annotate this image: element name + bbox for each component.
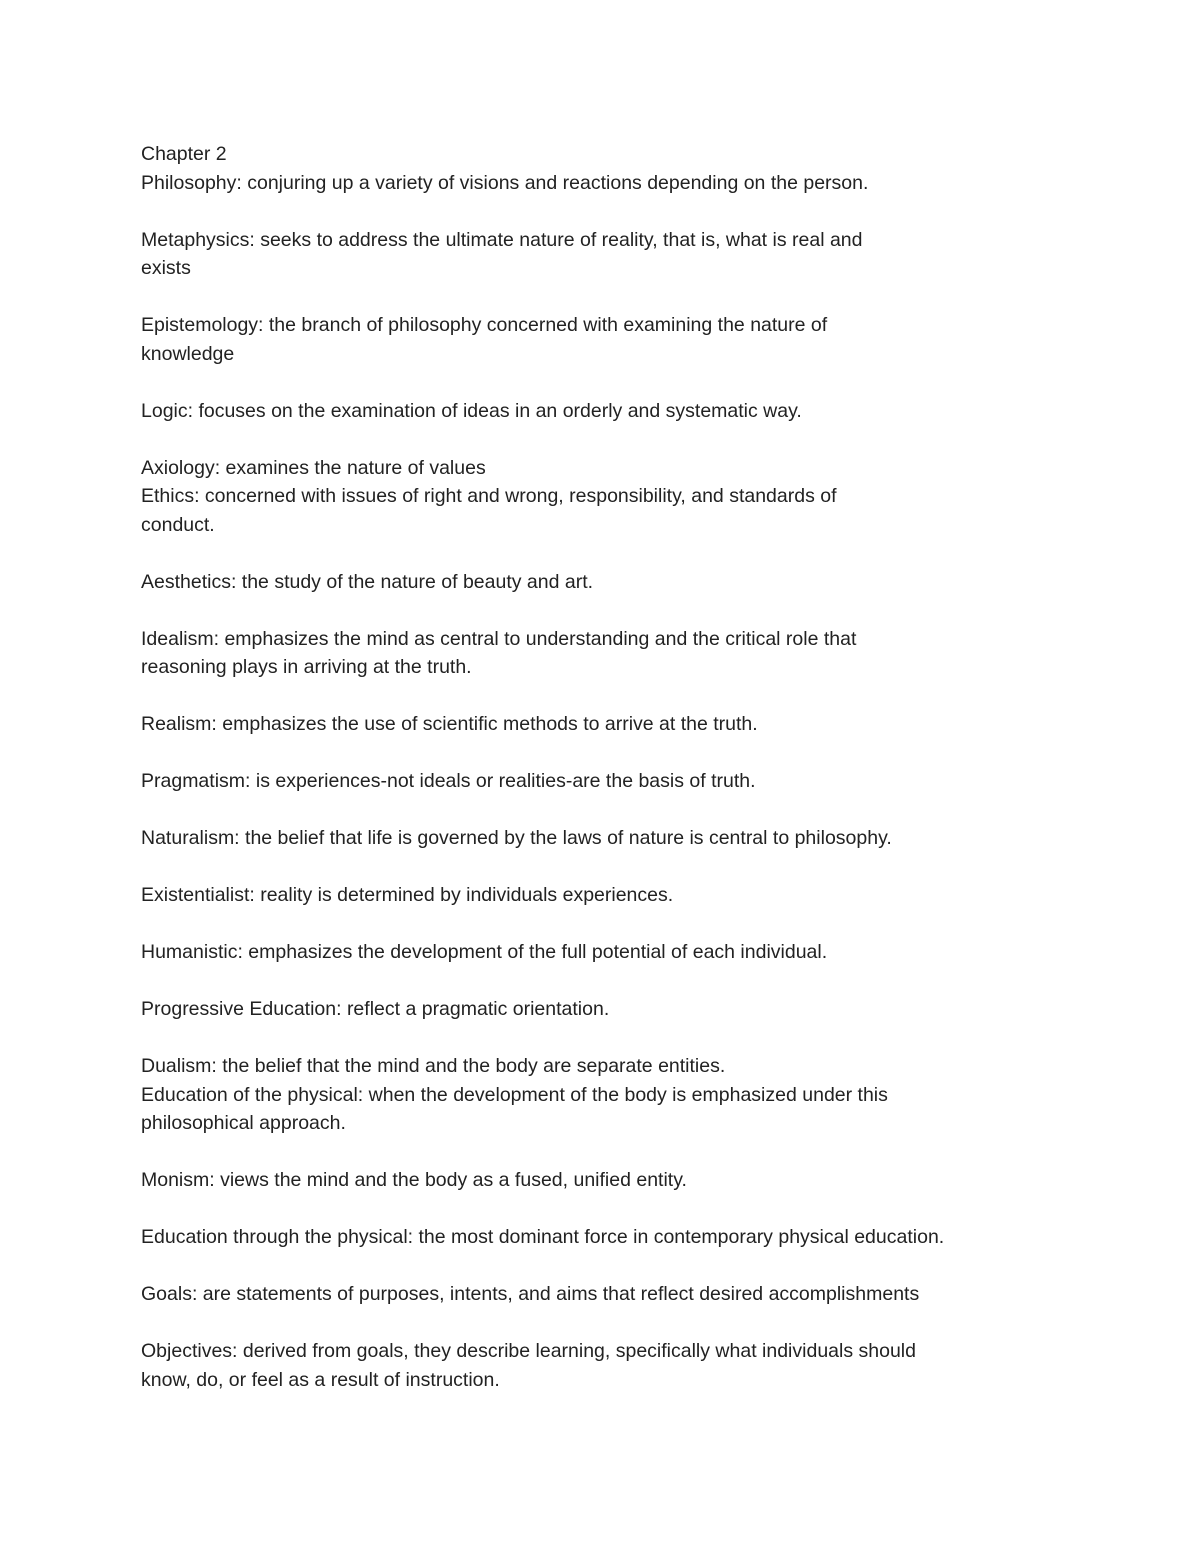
blank-line <box>141 283 1041 312</box>
blank-line <box>141 1138 1041 1167</box>
text-line: exists <box>141 257 191 279</box>
blank-line <box>141 197 1041 226</box>
text-line: Philosophy: conjuring up a variety of visions and reactions depending on the person. <box>141 171 869 194</box>
text-line: Ethics: concerned with issues of right and wrong, responsibility, and standards of <box>141 485 837 507</box>
text-line: Logic: focuses on the examination of ideas in an orderly and systematic way. <box>141 399 802 422</box>
text-line: Naturalism: the belief that life is governed by the laws of nature is central to philosophy. <box>141 827 892 849</box>
text-line: Existentialist: reality is determined by individuals experiences. <box>141 884 674 906</box>
blank-line <box>141 682 1041 711</box>
text-line: Idealism: emphasizes the mind as central to understanding and the critical role that <box>141 627 857 650</box>
blank-line <box>141 368 1041 397</box>
document-body <box>141 140 1041 1394</box>
text-line: Progressive Education: reflect a pragmatic orientation. <box>141 998 610 1020</box>
text-line: Monism: views the mind and the body as a fused, unified entity. <box>141 1169 687 1191</box>
blank-line <box>141 1024 1041 1053</box>
text-line: Education of the physical: when the development of the body is emphasized under this <box>141 1083 888 1106</box>
text-line: Education through the physical: the most dominant force in contemporary physical education. <box>141 1226 945 1248</box>
blank-line <box>141 967 1041 996</box>
text-line: conduct. <box>141 513 215 536</box>
text-line: Epistemology: the branch of philosophy concerned with examining the nature of <box>141 314 828 336</box>
blank-line <box>141 1252 1041 1281</box>
blank-line <box>141 539 1041 568</box>
blank-line <box>141 1309 1041 1338</box>
blank-line <box>141 425 1041 454</box>
text-line: Pragmatism: is experiences-not ideals or realities-are the basis of truth. <box>141 770 756 792</box>
text-line: Objectives: derived from goals, they describe learning, specifically what individuals should <box>141 1340 916 1362</box>
chapter-heading: Chapter 2 <box>141 143 227 165</box>
blank-line <box>141 853 1041 882</box>
blank-line <box>141 1195 1041 1224</box>
text-line: knowledge <box>141 342 235 365</box>
blank-line <box>141 796 1041 825</box>
text-line: Metaphysics: seeks to address the ultimate nature of reality, that is, what is real and <box>141 228 863 251</box>
text-line: philosophical approach. <box>141 1112 346 1134</box>
text-line: Aesthetics: the study of the nature of beauty and art. <box>141 570 594 593</box>
text-line: Humanistic: emphasizes the development of the full potential of each individual. <box>141 941 828 963</box>
text-line: Dualism: the belief that the mind and the body are separate entities. <box>141 1055 726 1077</box>
blank-line <box>141 739 1041 768</box>
text-line: Axiology: examines the nature of values <box>141 456 486 479</box>
text-line: Goals: are statements of purposes, intents, and aims that reflect desired accomplishments <box>141 1283 920 1305</box>
blank-line <box>141 596 1041 625</box>
text-line: Realism: emphasizes the use of scientific methods to arrive at the truth. <box>141 713 758 735</box>
text-line: know, do, or feel as a result of instruction. <box>141 1368 500 1391</box>
blank-line <box>141 910 1041 939</box>
text-line: reasoning plays in arriving at the truth. <box>141 656 472 678</box>
